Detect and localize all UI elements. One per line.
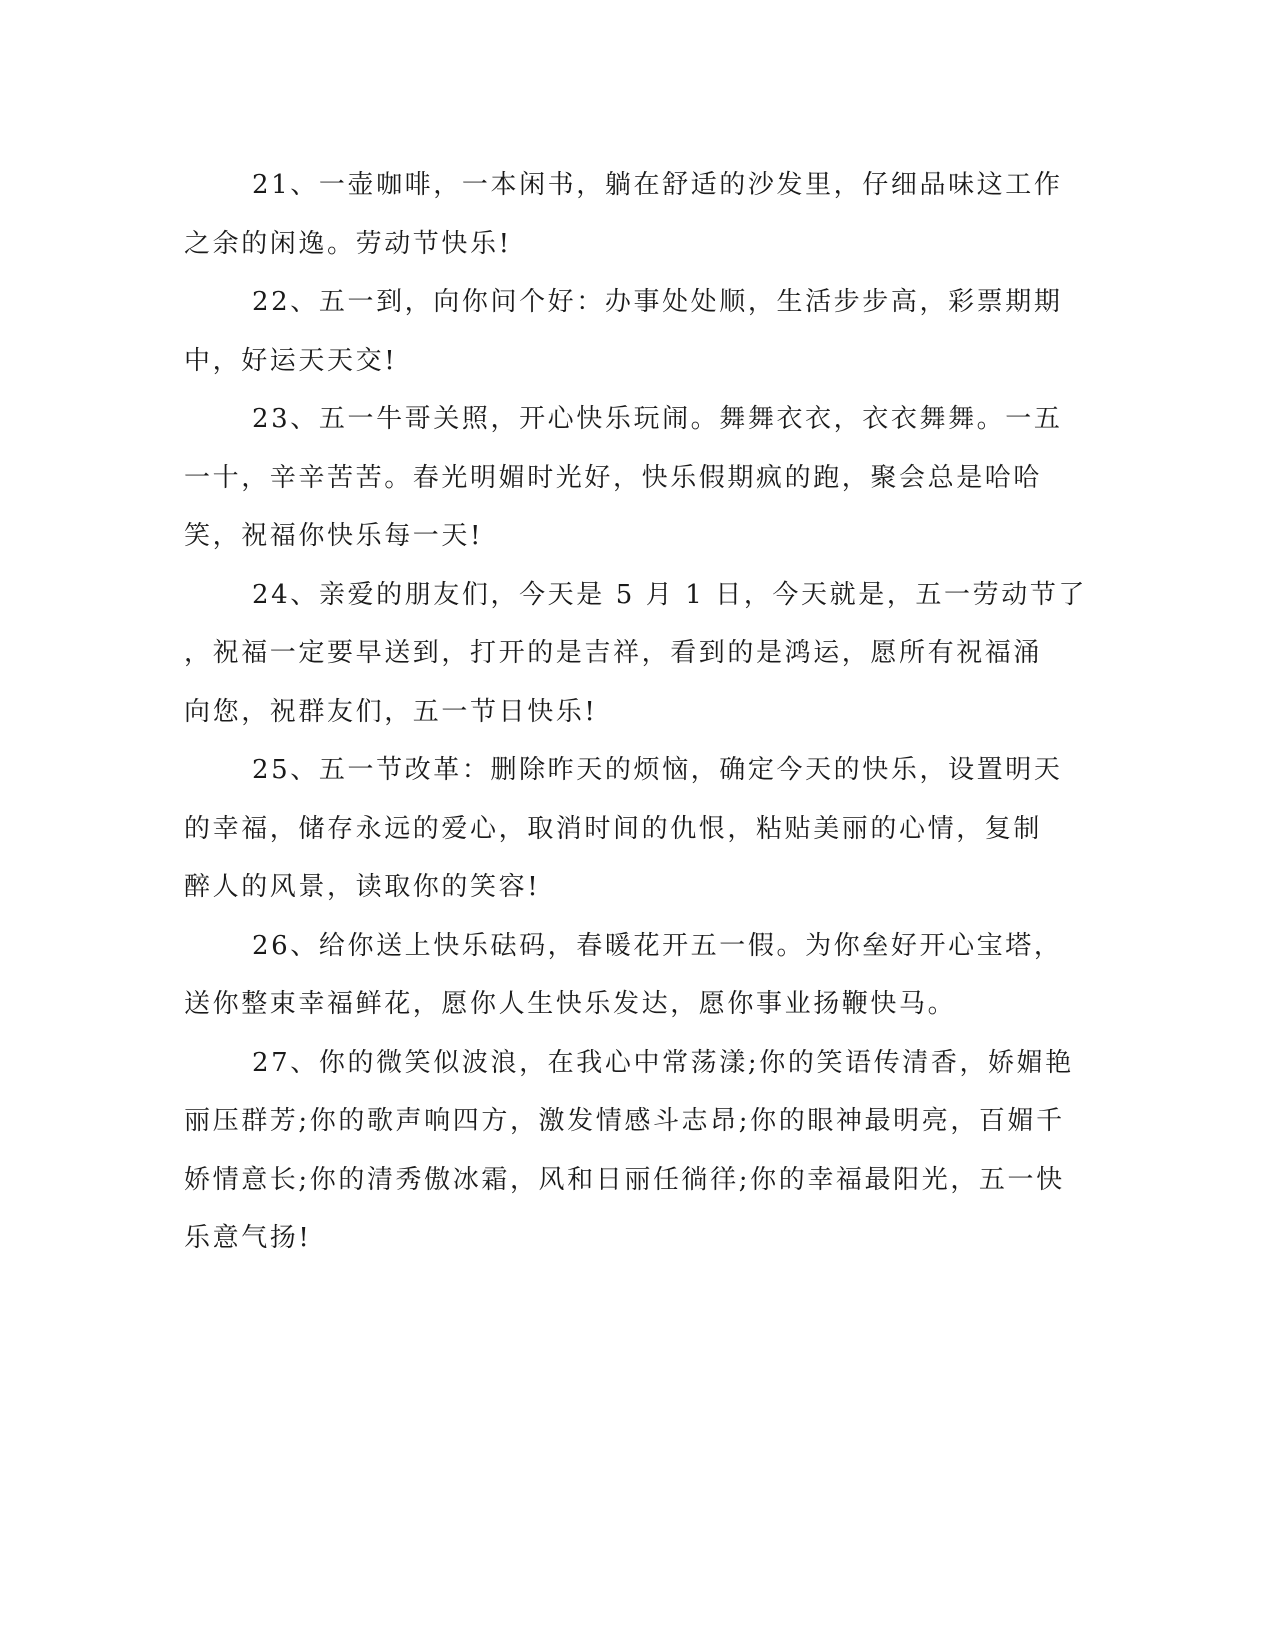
paragraph-21	[184, 156, 1063, 273]
paragraph-line: 的幸福，储存永远的爱心，取消时间的仇恨，粘贴美丽的心情，复制	[184, 813, 1043, 844]
paragraph-24	[184, 566, 1088, 742]
paragraph-line: 向您，祝群友们，五一节日快乐!	[184, 696, 598, 727]
paragraph-26	[184, 917, 1063, 1034]
paragraph-line: 之余的闲逸。劳动节快乐!	[184, 228, 512, 259]
paragraph-line: 送你整束幸福鲜花，愿你人生快乐发达，愿你事业扬鞭快马。	[184, 989, 957, 1019]
paragraph-line: 娇情意长;你的清秀傲冰霜，风和日丽任徜徉;你的幸福最阳光，五一快	[184, 1164, 1065, 1195]
paragraph-line: 乐意气扬!	[184, 1223, 312, 1253]
paragraph-27	[184, 1034, 1074, 1268]
paragraph-line: 22、五一到，向你问个好：办事处处顺，生活步步高，彩票期期	[252, 287, 1063, 317]
paragraph-line: ，祝福一定要早送到，打开的是吉祥，看到的是鸿运，愿所有祝福涌	[184, 638, 1043, 668]
paragraph-line: 丽压群芳;你的歌声响四方，激发情感斗志昂;你的眼神最明亮，百媚千	[184, 1106, 1065, 1136]
paragraph-line: 26、给你送上快乐砝码，春暖花开五一假。为你垒好开心宝塔，	[252, 930, 1063, 961]
paragraph-line: 中，好运天天交!	[184, 345, 398, 376]
paragraph-line: 23、五一牛哥关照，开心快乐玩闹。舞舞衣衣，衣衣舞舞。一五	[252, 404, 1063, 434]
paragraph-22	[184, 273, 1063, 390]
document-body	[184, 156, 1088, 1268]
paragraph-line: 21、一壶咖啡，一本闲书，躺在舒适的沙发里，仔细品味这工作	[252, 170, 1063, 200]
paragraph-line: 醉人的风景，读取你的笑容!	[184, 872, 541, 902]
paragraph-line: 笑，祝福你快乐每一天!	[184, 521, 484, 551]
paragraph-23	[184, 390, 1063, 566]
paragraph-line: 一十，辛辛苦苦。春光明媚时光好，快乐假期疯的跑，聚会总是哈哈	[184, 462, 1043, 493]
paragraph-25	[184, 741, 1063, 917]
paragraph-line: 25、五一节改革：删除昨天的烦恼，确定今天的快乐，设置明天	[252, 755, 1063, 785]
paragraph-line: 24、亲爱的朋友们，今天是 5 月 1 日，今天就是，五一劳动节了	[252, 579, 1088, 610]
paragraph-line: 27、你的微笑似波浪，在我心中常荡漾;你的笑语传清香，娇媚艳	[252, 1047, 1074, 1078]
